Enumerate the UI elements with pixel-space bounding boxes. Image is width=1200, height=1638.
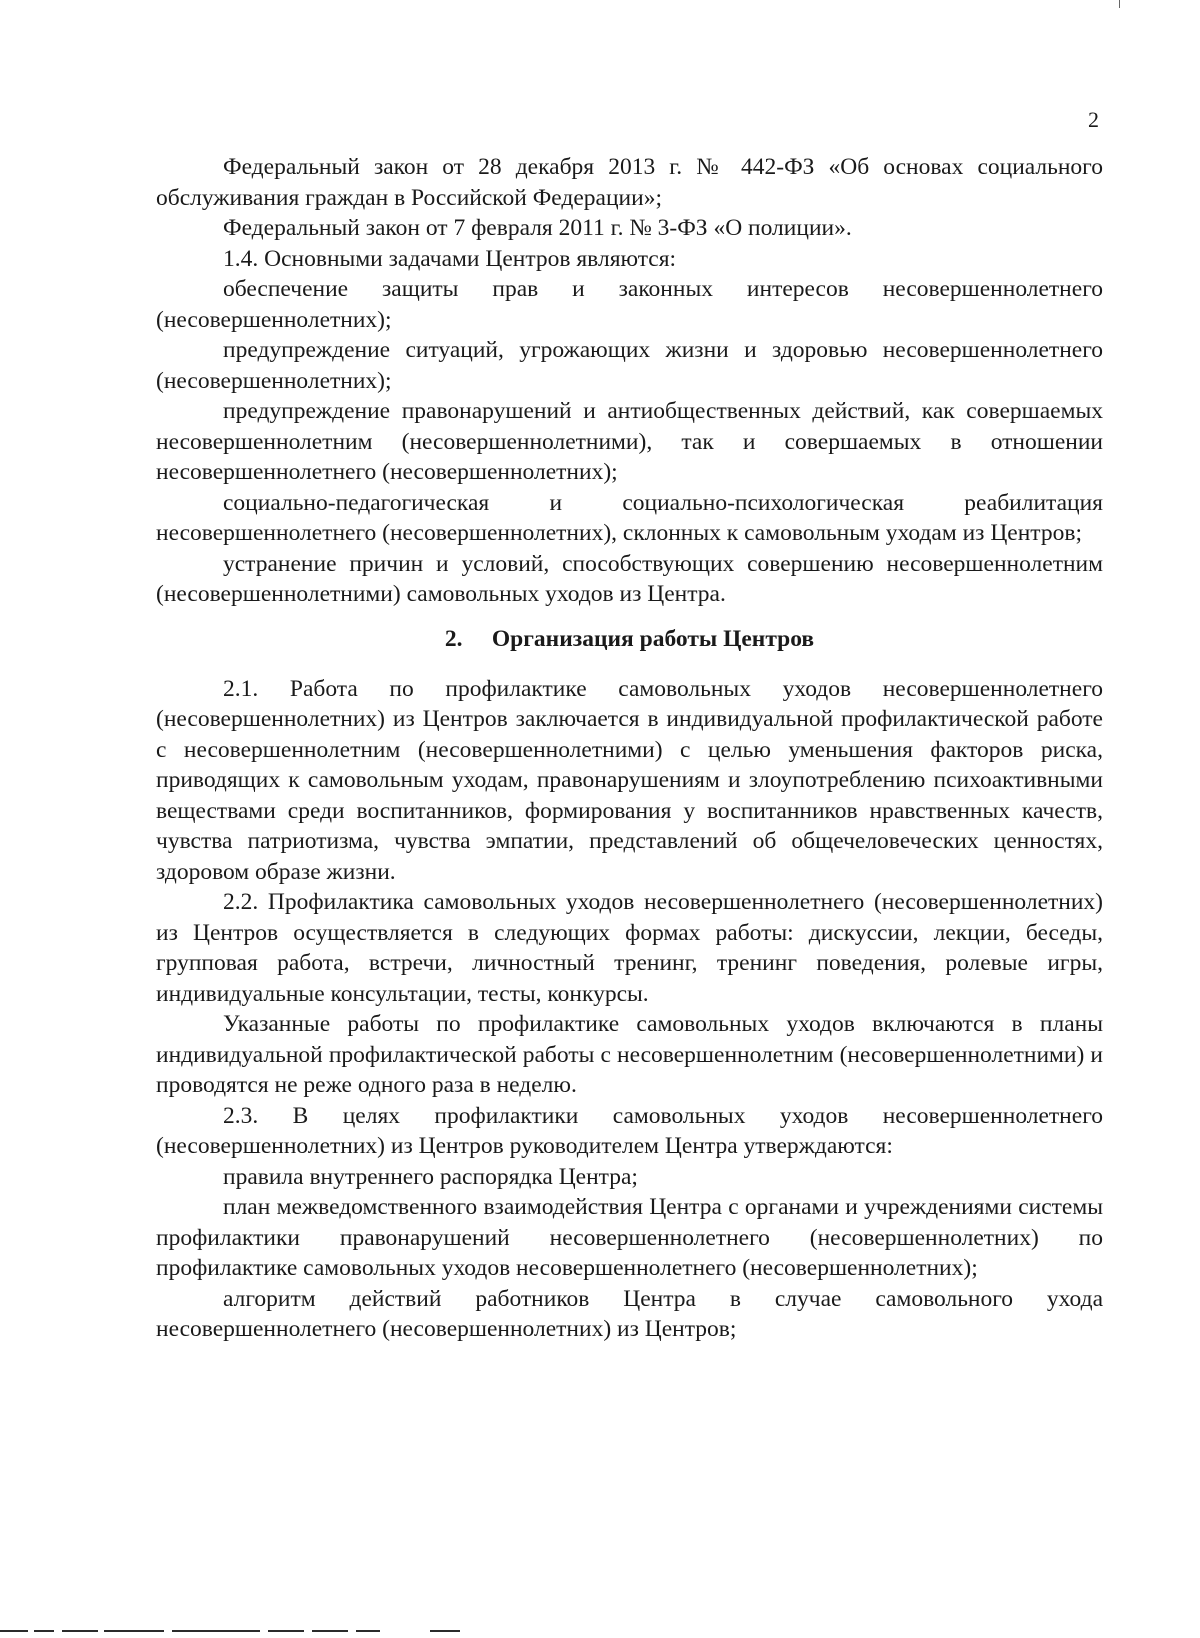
- page-number: 2: [1088, 107, 1099, 132]
- paragraph-task-life: предупреждение ситуаций, угрожающих жизни и здоровью несовершеннолетнего (несовершеннолетних);: [156, 337, 1103, 394]
- section-title: Организация работы Центров: [491, 625, 815, 652]
- document-body: [156, 152, 1103, 1345]
- paragraph-2-3: 2.3. В целях профилактики самовольных уходов несовершеннолетнего (несовершеннолетних) из Центров руководителем Центра утверждаются:: [156, 1102, 1103, 1159]
- paragraph-task-rights: обеспечение защиты прав и законных интересов несовершеннолетнего (несовершеннолетних);: [156, 276, 1103, 333]
- paragraph-interagency-plan: план межведомственного взаимодействия Центра с органами и учреждениями системы профилактики правонарушений несовершеннолетнего (несовершеннолетних) по профилактике самовольных уходов несовершеннолетнего (несовершеннолетних);: [156, 1194, 1103, 1281]
- paragraph-2-1: 2.1. Работа по профилактике самовольных уходов несовершеннолетнего (несовершеннолетних) из Центров заключается в индивидуальной профилактической работе с несовершеннолетним (несовершеннолетними) с целью уменьшения факторов риска, приводящих к самовольным уходам, правонарушениям и злоупотреблению психоактивными веществами среди воспитанников, формирования у воспитанников нравственных качеств, чувства патриотизма, чувства эмпатии, представлений об общечеловеческих ценностях, здоровом образе жизни.: [156, 675, 1103, 885]
- section-heading: [156, 624, 1103, 655]
- paragraph-plans: Указанные работы по профилактике самовольных уходов включаются в планы индивидуальной профилактической работы с несовершеннолетним (несовершеннолетними) и проводятся не реже одного раза в неделю.: [156, 1011, 1103, 1098]
- paragraph-2-2: 2.2. Профилактика самовольных уходов несовершеннолетнего (несовершеннолетних) из Центров осуществляется в следующих формах работы: дискуссии, лекции, беседы, групповая работа, встречи, личностный тренинг, тренинг поведения, ролевые игры, индивидуальные консультации, тесты, конкурсы.: [156, 889, 1103, 1007]
- paragraph-task-offenses: предупреждение правонарушений и антиобщественных действий, как совершаемых несовершеннолетним (несовершеннолетними), так и совершаемых в отношении несовершеннолетнего (несовершеннолетних);: [156, 398, 1103, 485]
- paragraph-1-4-heading: 1.4. Основными задачами Центров являются:: [223, 245, 677, 272]
- paragraph-law-3: Федеральный закон от 7 февраля 2011 г. № 3-ФЗ «О полиции».: [223, 215, 852, 241]
- paragraph-internal-rules: правила внутреннего распорядка Центра;: [223, 1163, 638, 1190]
- section-number: 2.: [444, 625, 463, 652]
- paragraph-task-causes: устранение причин и условий, способствующих совершению несовершеннолетним (несовершеннолетними) самовольных уходов из Центра.: [156, 550, 1103, 607]
- scan-bottom-marks: [0, 1628, 1200, 1638]
- scan-edge-mark: [1119, 0, 1120, 8]
- paragraph-law-442: Федеральный закон от 28 декабря 2013 г. № 442-ФЗ «Об основах социального обслуживания граждан в Российской Федерации»;: [156, 154, 1103, 211]
- paragraph-algorithm: алгоритм действий работников Центра в случае самовольного ухода несовершеннолетнего (несовершеннолетних) из Центров;: [156, 1285, 1103, 1342]
- paragraph-task-rehabilitation: социально-педагогическая и социально-психологическая реабилитация несовершеннолетнего (несовершеннолетних), склонных к самовольным уходам из Центров;: [156, 489, 1103, 546]
